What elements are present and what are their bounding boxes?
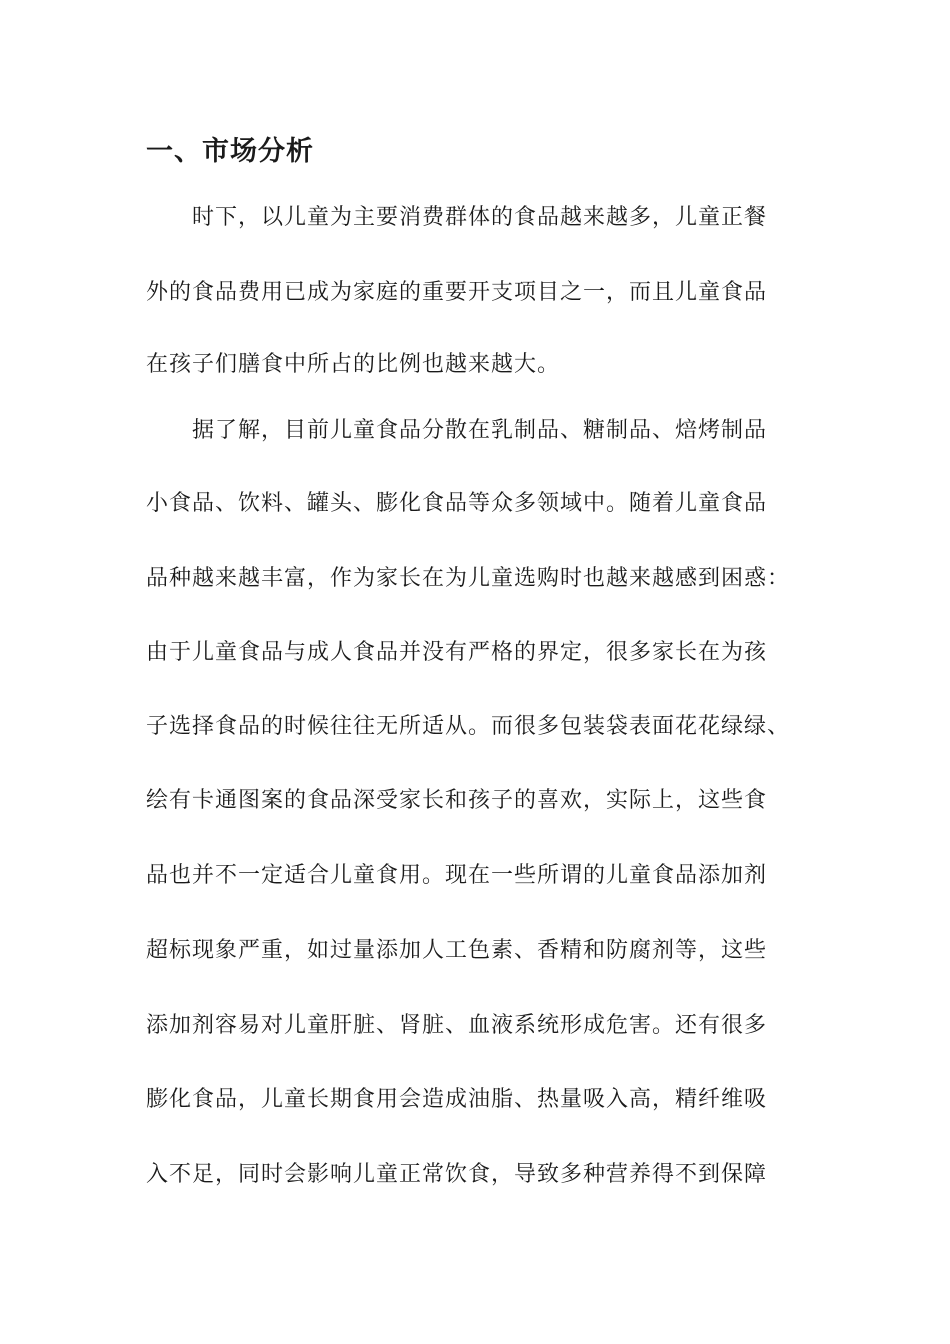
paragraph-2-line-1: 据了解，目前儿童食品分散在乳制品、糖制品、焙烤制品 bbox=[192, 418, 768, 443]
section-heading: 一、市场分析 bbox=[146, 136, 314, 167]
paragraph-2-line-8: 超标现象严重，如过量添加人工色素、香精和防腐剂等，这些 bbox=[146, 938, 768, 963]
paragraph-2-line-3: 品种越来越丰富，作为家长在为儿童选购时也越来越感到困惑： bbox=[146, 566, 791, 591]
paragraph-2-line-5: 子选择食品的时候往往无所适从。而很多包装袋表面花花绿绿、 bbox=[146, 714, 791, 739]
paragraph-2-line-10: 膨化食品，儿童长期食用会造成油脂、热量吸入高，精纤维吸 bbox=[146, 1087, 768, 1112]
paragraph-2-line-6: 绘有卡通图案的食品深受家长和孩子的喜欢，实际上，这些食 bbox=[146, 788, 768, 813]
paragraph-2-line-11: 入不足，同时会影响儿童正常饮食，导致多种营养得不到保障 bbox=[146, 1162, 768, 1187]
paragraph-2-line-4: 由于儿童食品与成人食品并没有严格的界定，很多家长在为孩 bbox=[146, 640, 768, 665]
paragraph-2-line-9: 添加剂容易对儿童肝脏、肾脏、血液系统形成危害。还有很多 bbox=[146, 1013, 768, 1038]
paragraph-1-line-1: 时下，以儿童为主要消费群体的食品越来越多，儿童正餐 bbox=[192, 205, 768, 230]
paragraph-1-line-3: 在孩子们膳食中所占的比例也越来越大。 bbox=[146, 352, 561, 377]
paragraph-2-line-7: 品也并不一定适合儿童食用。现在一些所谓的儿童食品添加剂 bbox=[146, 863, 768, 888]
paragraph-2-line-2: 小食品、饮料、罐头、膨化食品等众多领域中。随着儿童食品 bbox=[146, 491, 768, 516]
paragraph-1-line-2: 外的食品费用已成为家庭的重要开支项目之一，而且儿童食品 bbox=[146, 280, 768, 305]
